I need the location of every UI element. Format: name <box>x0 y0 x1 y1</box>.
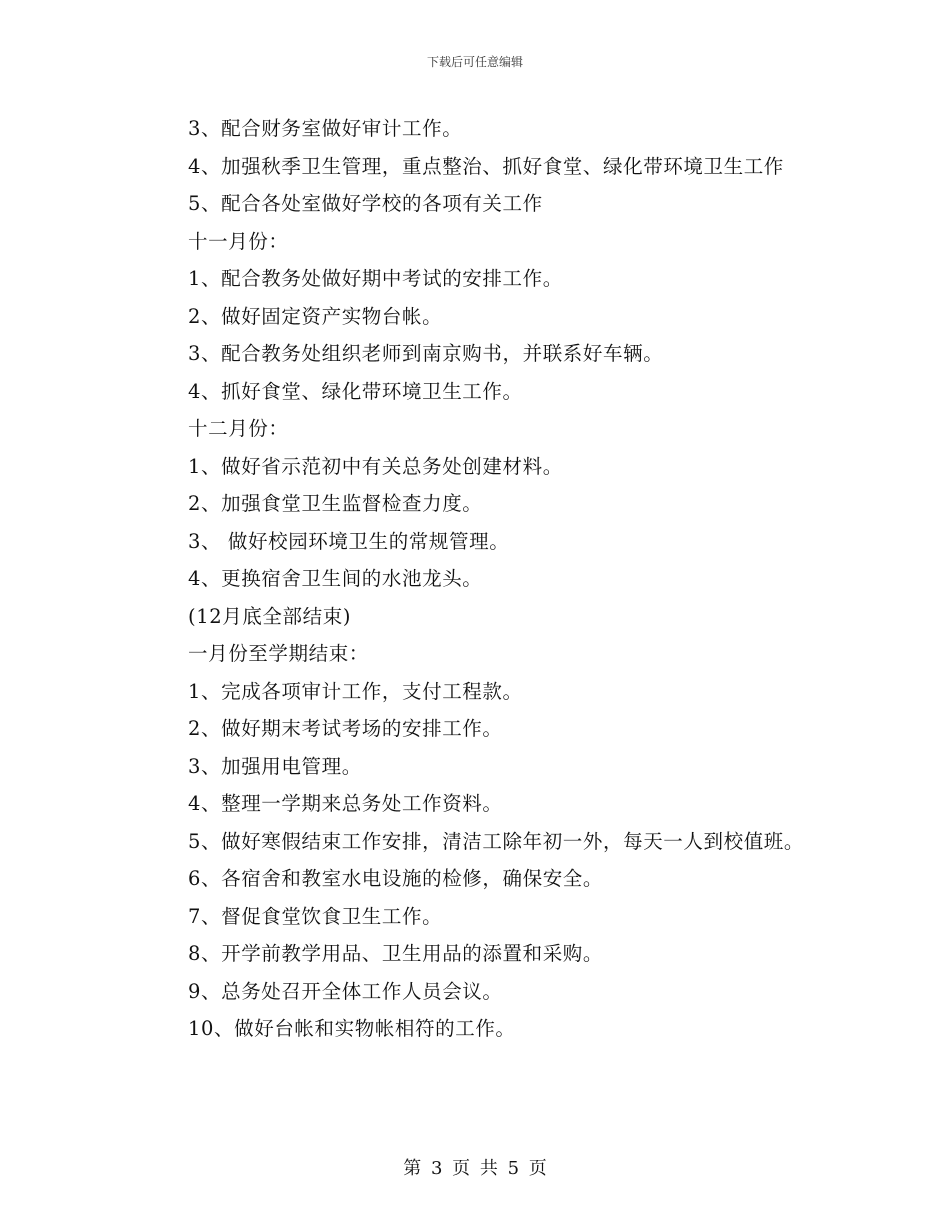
document-body <box>143 110 807 1048</box>
paragraph: 5、配合各处室做好学校的各项有关工作 <box>188 192 543 215</box>
paragraph: 4、整理一学期来总务处工作资料。 <box>188 792 503 815</box>
paragraph: 4、抓好食堂、绿化带环境卫生工作。 <box>188 379 523 403</box>
paragraph: 5、做好寒假结束工作安排，清洁工除年初一外，每天一人到校值班。 <box>188 829 805 853</box>
paragraph: 4、加强秋季卫生管理，重点整治、抓好食堂、绿化带环境卫生工作 <box>188 154 784 178</box>
paragraph: 9、总务处召开全体工作人员会议。 <box>188 979 503 1003</box>
paragraph: 7、督促食堂饮食卫生工作。 <box>188 904 443 928</box>
section-heading: 一月份至学期结束： <box>188 642 369 665</box>
paragraph: 1、配合教务处做好期中考试的安排工作。 <box>188 267 563 290</box>
section-heading: 十一月份： <box>188 229 289 253</box>
paragraph: 8、开学前教学用品、卫生用品的添置和采购。 <box>188 942 604 965</box>
paragraph: 10、做好台帐和实物帐相符的工作。 <box>188 1017 516 1040</box>
paragraph: 3、加强用电管理。 <box>188 754 362 778</box>
paragraph: 3、配合财务室做好审计工作。 <box>188 117 463 140</box>
paragraph: 3、配合教务处组织老师到南京购书，并联系好车辆。 <box>188 342 664 365</box>
paragraph: 4、更换宿舍卫生间的水池龙头。 <box>188 567 483 590</box>
header-note: 下载后可任意编辑 <box>426 55 523 69</box>
paragraph: 2、做好固定资产实物台帐。 <box>188 304 443 328</box>
page-number: 第 3 页 共 5 页 <box>403 1158 547 1179</box>
paragraph: 1、完成各项审计工作，支付工程款。 <box>188 679 523 703</box>
section-heading: 十二月份： <box>188 417 289 440</box>
paragraph: 2、做好期末考试考场的安排工作。 <box>188 717 503 740</box>
paragraph: 6、各宿舍和教室水电设施的检修，确保安全。 <box>188 867 604 890</box>
paragraph: (12月底全部结束) <box>188 604 352 628</box>
paragraph: 2、加强食堂卫生监督检查力度。 <box>188 492 483 515</box>
paragraph: 3、 做好校园环境卫生的常规管理。 <box>188 529 510 553</box>
paragraph: 1、做好省示范初中有关总务处创建材料。 <box>188 454 563 478</box>
